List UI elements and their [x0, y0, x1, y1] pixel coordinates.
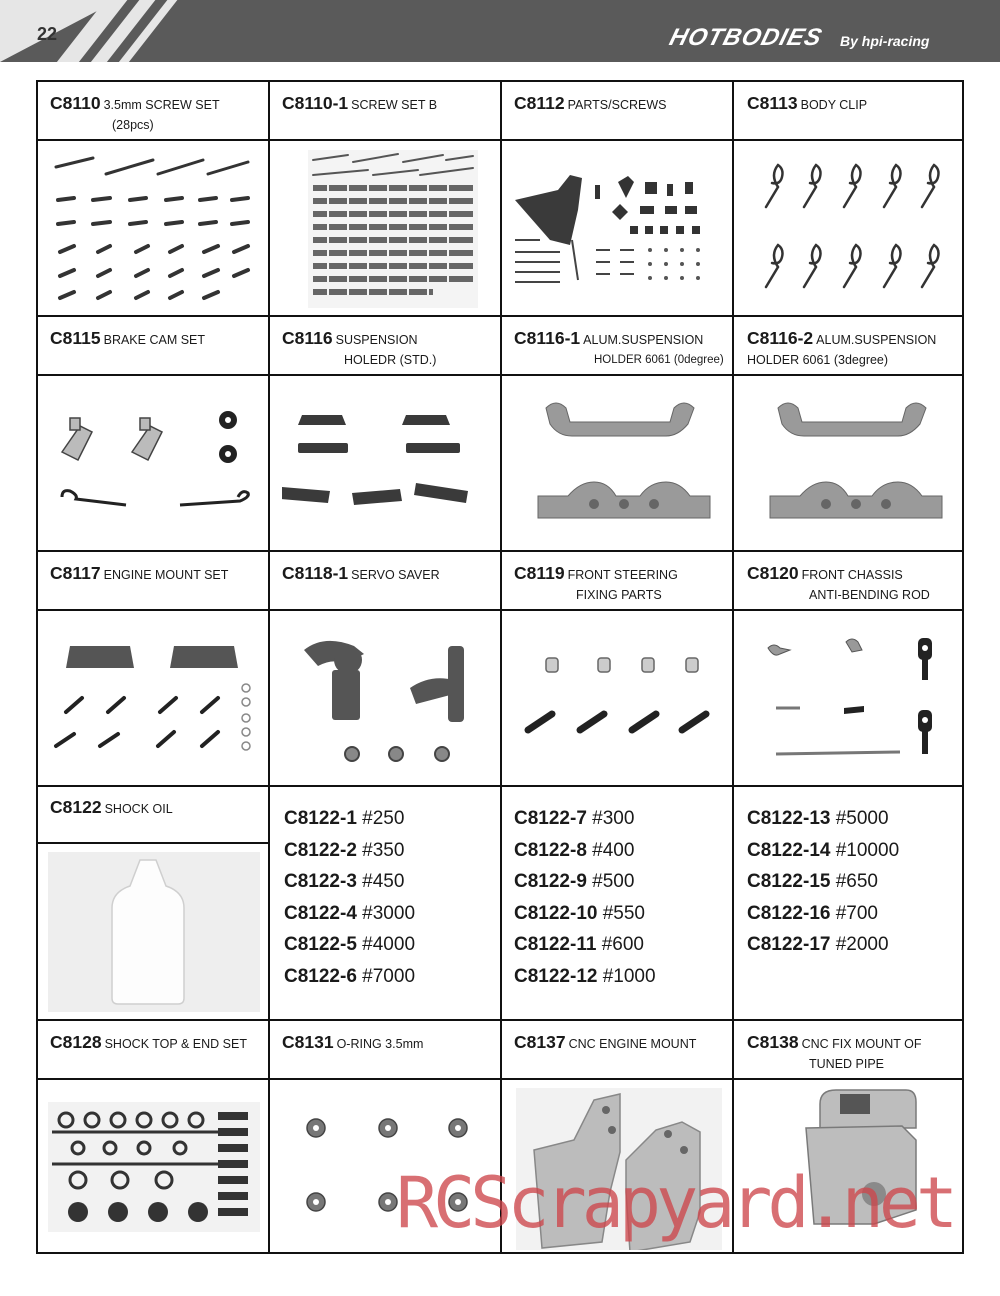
oil-item: C8122-11 #600 [514, 934, 644, 956]
oil-item: C8122-10 #550 [514, 902, 646, 924]
oil-item: C8122-7 #300 [514, 808, 635, 829]
part-title: C8116-1 ALUM.SUSPENSION HOLDER 6061 (0degree) [514, 328, 724, 366]
oil-item: C8122-8 #400 [514, 839, 635, 861]
part-title: C8117 ENGINE MOUNT SET [50, 563, 229, 583]
alum-holder-icon [766, 400, 950, 522]
part-title: C8122 SHOCK OIL [50, 797, 173, 817]
steering-parts-icon [518, 648, 718, 748]
anti-bending-rod-icon [760, 628, 954, 768]
part-title: C8116 SUSPENSION HOLEDR (STD.) [282, 328, 437, 367]
part-title: C8118-1 SERVO SAVER [282, 563, 440, 583]
oil-item: C8122-15 #650 [747, 871, 879, 893]
engine-mount-icon [48, 636, 258, 756]
screw-set-icon [48, 152, 258, 307]
page-number: 22 [37, 24, 58, 44]
brake-cam-icon [52, 402, 258, 522]
watermark-text: RCScrapyard.net [396, 1162, 954, 1244]
oil-list-col2 [514, 803, 656, 993]
oil-item: C8122-9 #500 [514, 871, 635, 893]
part-title: C8131 O-RING 3.5mm [282, 1032, 424, 1052]
part-title: C8128 SHOCK TOP & END SET [50, 1032, 247, 1052]
part-title: C8110-1 SCREW SET B [282, 93, 438, 113]
oil-list-col1 [284, 803, 415, 993]
oil-item: C8122-5 #4000 [284, 934, 416, 956]
parts-screws-icon [510, 170, 724, 290]
parts-grid [36, 80, 964, 1254]
screw-set-b-icon [308, 150, 478, 308]
suspension-holder-icon [282, 407, 492, 519]
oil-list-col3 [747, 803, 899, 961]
oil-item: C8122-1 #250 [284, 808, 405, 829]
part-title: C8137 CNC ENGINE MOUNT [514, 1032, 697, 1052]
oil-item: C8122-13 #5000 [747, 808, 889, 829]
part-title: C8110 3.5mm SCREW SET (28pcs) [50, 93, 220, 132]
part-title: C8113 BODY CLIP [747, 93, 868, 113]
part-title: C8119 FRONT STEERING FIXING PARTS [514, 563, 678, 602]
oil-item: C8122-2 #350 [284, 839, 405, 861]
servo-saver-icon [292, 630, 492, 770]
oil-item: C8122-3 #450 [284, 871, 405, 893]
part-title: C8138 CNC FIX MOUNT OF TUNED PIPE [747, 1032, 922, 1071]
hotbodies-logo: HOTBODIES [666, 24, 826, 51]
oil-item: C8122-6 #7000 [284, 965, 416, 987]
part-title: C8112 PARTS/SCREWS [514, 93, 667, 113]
part-title: C8116-2 ALUM.SUSPENSION HOLDER 6061 (3degree) [747, 328, 937, 367]
oil-item: C8122-16 #700 [747, 902, 879, 924]
part-title: C8120 FRONT CHASSIS ANTI-BENDING ROD [747, 563, 930, 602]
page-header [0, 0, 1000, 62]
brand-logo [662, 20, 962, 56]
part-title: C8115 BRAKE CAM SET [50, 328, 206, 348]
body-clip-icon [758, 160, 958, 310]
alum-holder-icon [534, 400, 718, 522]
oil-item: C8122-12 #1000 [514, 965, 656, 987]
oil-item: C8122-14 #10000 [747, 839, 900, 861]
oil-bottle-icon [48, 852, 260, 1012]
oil-item: C8122-4 #3000 [284, 902, 416, 924]
shock-top-end-icon [48, 1102, 260, 1232]
hpi-racing-byline: By hpi-racing [840, 33, 930, 49]
oil-item: C8122-17 #2000 [747, 934, 889, 956]
